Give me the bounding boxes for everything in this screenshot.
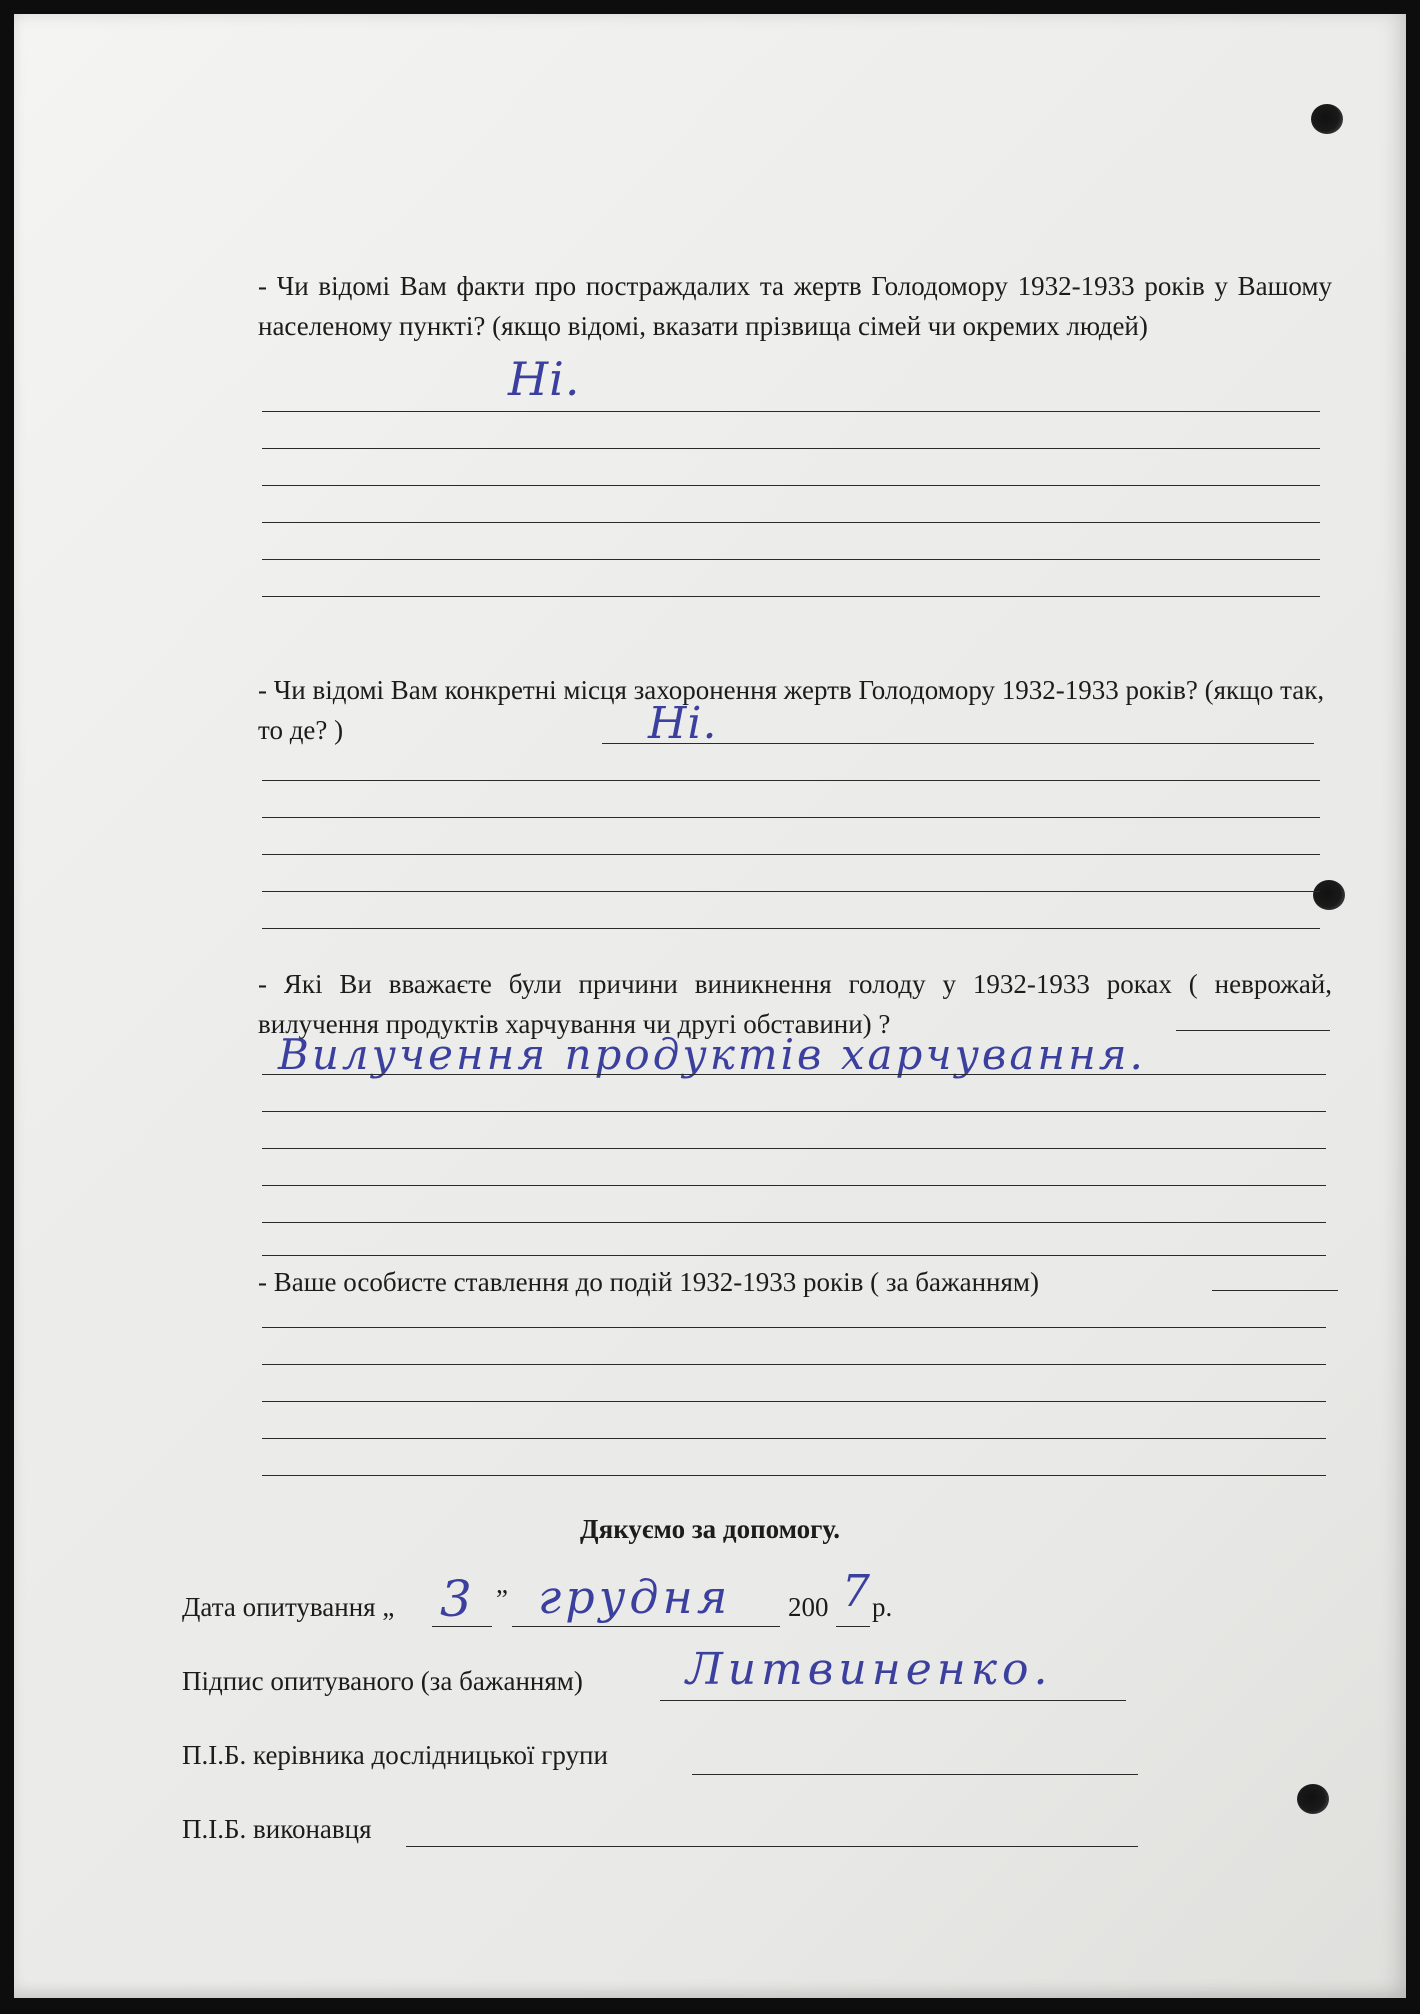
date-year-prefix: 200: [788, 1592, 829, 1622]
date-label: Дата опитування „: [182, 1592, 395, 1622]
date-month: грудня: [538, 1570, 732, 1624]
question-4-text: - Ваше особисте ставлення до подій 1932-1933 років ( за бажанням): [258, 1267, 1039, 1297]
date-quote-close: ”: [496, 1584, 508, 1614]
question-1-text: - Чи відомі Вам факти про постраждалих та жертв Голодомору 1932-1933 років у Вашому населеному пункті? (якщо відомі, вказати прізвища сімей чи окремих людей): [258, 271, 1332, 341]
thanks-text: Дякуємо за допомогу.: [580, 1514, 840, 1544]
question-2-text: - Чи відомі Вам конкретні місця захоронення жертв Голодомору 1932-1933 років? (якщо так, то де? ): [258, 675, 1325, 745]
question-1-answer: Ні.: [508, 352, 581, 406]
punch-hole-middle: [1313, 880, 1345, 910]
group-leader-line: [692, 1774, 1138, 1775]
date-suffix: р.: [872, 1592, 893, 1622]
date-day: 3: [440, 1570, 473, 1628]
executor-line: [406, 1846, 1138, 1847]
signature-label: Підпис опитуваного (за бажанням): [182, 1666, 583, 1696]
punch-hole-top: [1311, 104, 1343, 134]
question-2-answer: Ні.: [648, 698, 718, 749]
signature-line: [660, 1700, 1126, 1701]
executor-label: П.І.Б. виконавця: [182, 1814, 372, 1844]
date-year-digit: 7: [842, 1566, 871, 1617]
question-3-text: - Які Ви вважаєте були причини виникнення голоду у 1932-1933 роках ( неврожай, вилучення продуктів харчування чи другі обставини) ?: [258, 969, 1332, 1039]
signature-value: Литвиненко.: [686, 1644, 1053, 1695]
group-leader-label: П.І.Б. керівника дослідницької групи: [182, 1740, 608, 1770]
question-3-answer: Вилучення продуктів харчування.: [278, 1030, 1146, 1079]
punch-hole-bottom: [1297, 1784, 1329, 1814]
